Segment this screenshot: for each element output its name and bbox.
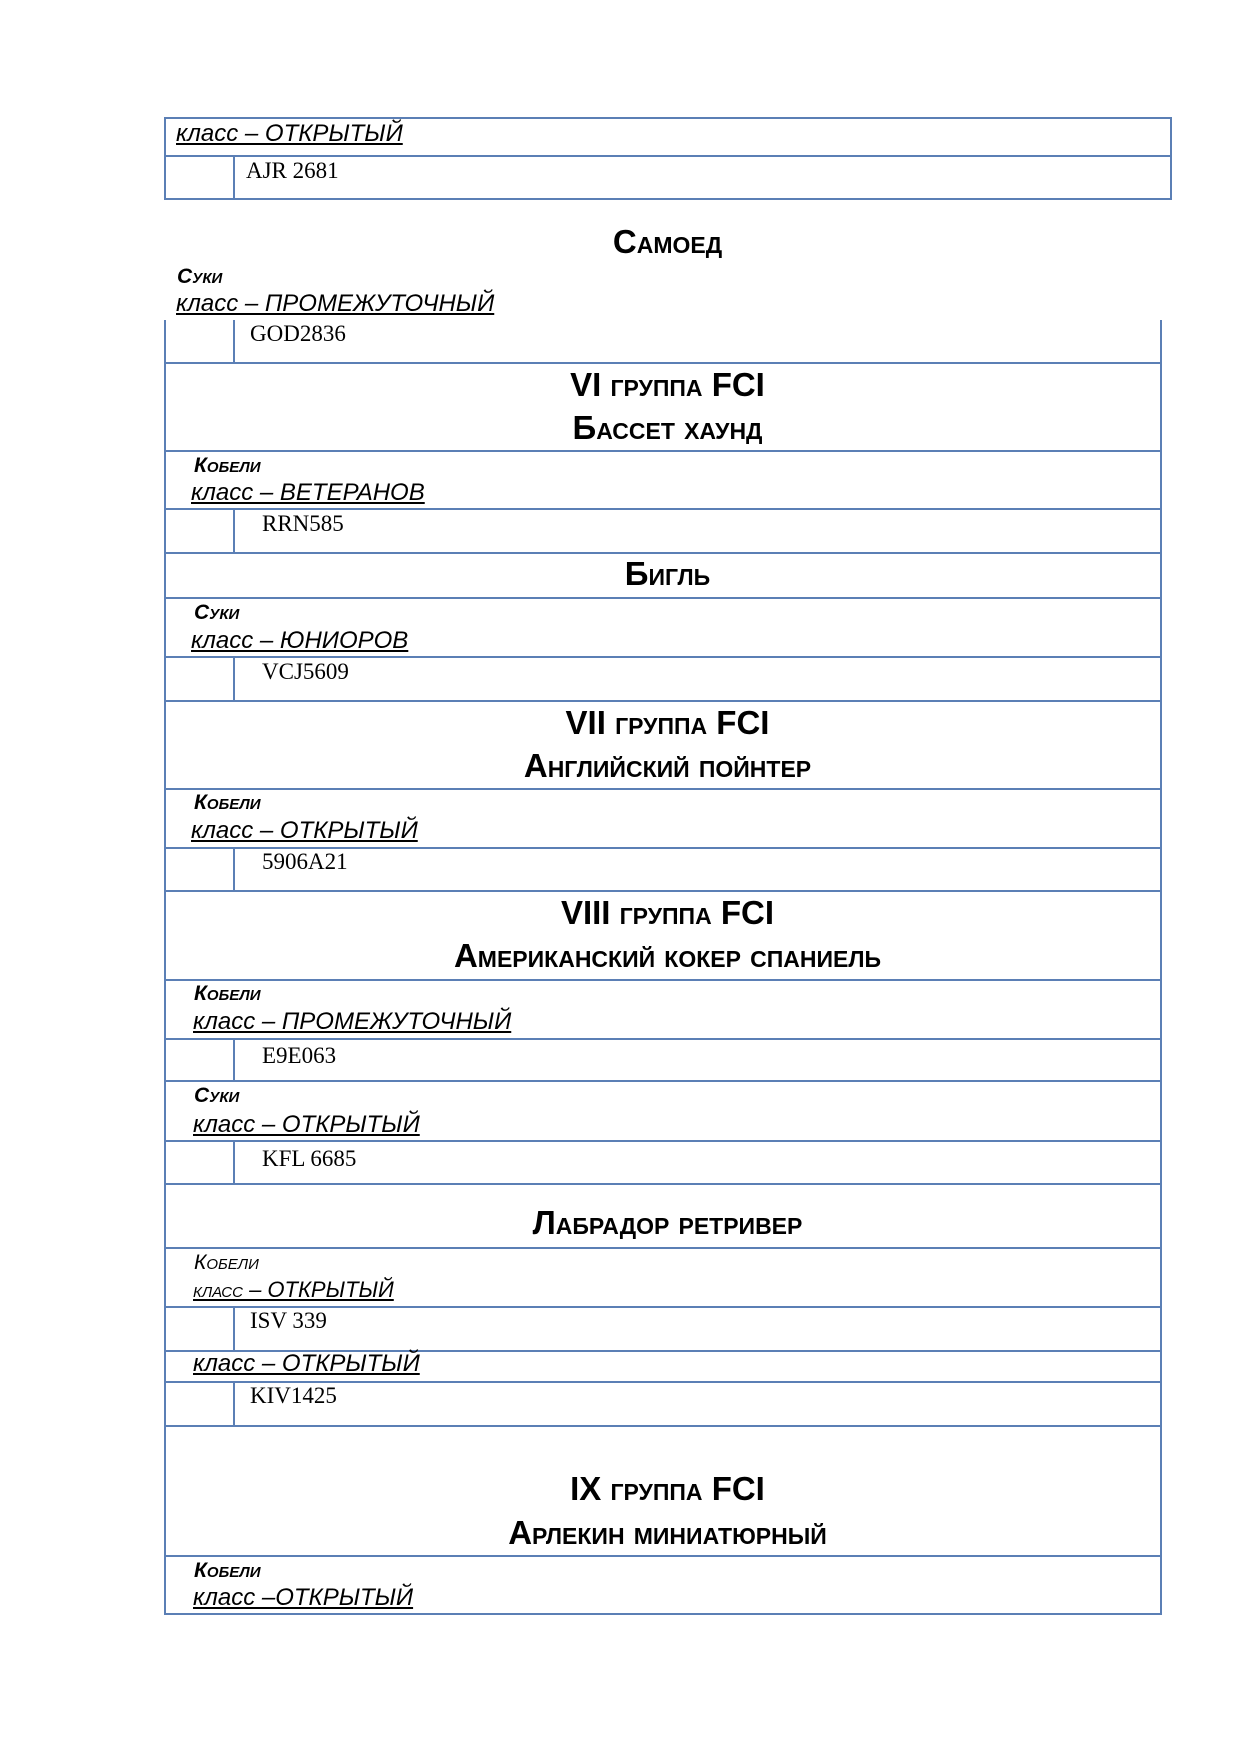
dog-code: ISV 339 [250,1308,327,1333]
dog-code: KFL 6685 [262,1146,357,1171]
breed-title-labrador: Лабрадор ретривер [532,1204,803,1241]
cell-divider [233,508,235,553]
dog-code: RRN585 [262,511,344,536]
group-title-ix: IX группа FCI [570,1470,765,1507]
cell-divider [233,1381,235,1426]
dog-code: KIV1425 [250,1383,337,1408]
row-divider [164,1038,1162,1040]
row-divider [164,508,1162,510]
class-label: класс – ОТКРЫТЫЙ [193,1350,420,1377]
breed-title-basset: Бассет хаунд [572,409,763,446]
cell-divider [233,1306,235,1351]
cell-divider [233,656,235,701]
row-divider [164,1080,1162,1082]
class-label: класс – ПРОМЕЖУТОЧНЫЙ [176,290,495,317]
row-divider [164,700,1162,702]
class-label: класс – ОТКРЫТЫЙ [193,1111,420,1138]
sex-label: Кобели [194,1559,261,1582]
class-label: класс – ОТКРЫТЫЙ [193,1277,394,1302]
cell-divider [233,847,235,891]
class-label: класс – ОТКРЫТЫЙ [191,817,418,844]
cell-divider [233,1038,235,1081]
breed-title-beagle: Бигль [624,555,711,592]
row-divider [164,890,1162,892]
class-label: класс – ЮНИОРОВ [191,627,409,654]
row-divider [164,1555,1162,1557]
class-label: класс – ОТКРЫТЫЙ [176,120,403,147]
sex-label: Суки [177,265,223,288]
row-divider [164,155,1172,157]
row-divider [164,1140,1162,1142]
row-divider [164,597,1162,599]
sex-label: Кобели [194,982,261,1005]
row-divider [164,979,1162,981]
row-divider [164,1247,1162,1249]
cell-divider [233,1140,235,1184]
cell-divider [233,155,235,200]
class-label: класс – ПРОМЕЖУТОЧНЫЙ [193,1008,512,1035]
breed-title-samoyed: Самоед [612,223,723,260]
breed-title-cocker: Американский кокер спаниель [453,937,882,974]
row-divider [164,1425,1162,1427]
table-bottom-border [164,1613,1162,1615]
row-divider [164,788,1162,790]
sex-label: Кобели [194,1251,259,1274]
row-divider [164,656,1162,658]
breed-title-harlequin: Арлекин миниатюрный [508,1514,827,1551]
sex-label: Суки [194,1084,240,1107]
dog-code: GOD2836 [250,321,346,346]
dog-code: E9E063 [262,1043,337,1068]
row-divider [164,362,1162,364]
class-label: класс – ВЕТЕРАНОВ [191,479,425,506]
dog-code: AJR 2681 [246,158,339,183]
row-divider [164,450,1162,452]
dog-code: VCJ5609 [262,659,349,684]
class-label: класс –ОТКРЫТЫЙ [193,1584,414,1611]
row-divider [164,1183,1162,1185]
breed-title-pointer: Английский пойнтер [523,747,812,784]
dog-code: 5906A21 [262,849,348,874]
sex-label: Кобели [194,454,261,477]
group-title-viii: VIII группа FCI [560,894,775,931]
group-title-vii: VII группа FCI [565,704,770,741]
group-title-vi: VI группа FCI [570,366,765,403]
sex-label: Кобели [194,791,261,814]
sex-label: Суки [194,601,240,624]
cell-divider [233,320,235,363]
